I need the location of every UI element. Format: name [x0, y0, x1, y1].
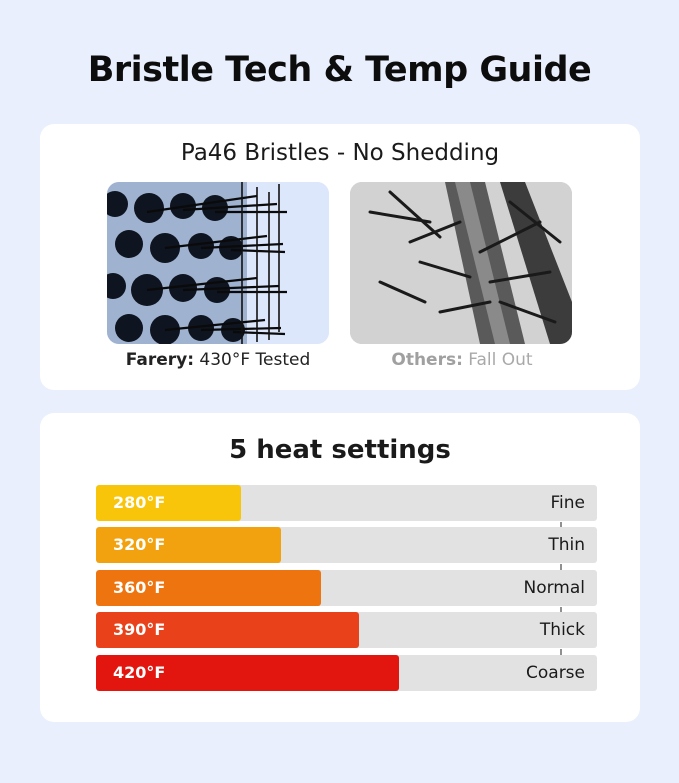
heat-setting-row [96, 655, 597, 691]
others-bristles-image [350, 182, 572, 344]
others-caption [342, 350, 582, 370]
farery-caption [98, 350, 338, 370]
heat-setting-row [96, 527, 597, 563]
others-brand: Others: [391, 350, 463, 370]
page-title: Bristle Tech & Temp Guide [87, 50, 592, 90]
farery-caption-text: 430°F Tested [194, 350, 311, 370]
bristles-heading: Pa46 Bristles - No Shedding [180, 140, 500, 166]
heat-card [40, 413, 640, 722]
heat-setting-row [96, 612, 597, 648]
heat-setting-row [96, 570, 597, 606]
farery-brand: Farery: [125, 350, 194, 370]
hair-type: Normal [523, 578, 585, 598]
hair-type: Fine [550, 493, 585, 513]
heat-temp: 390°F [113, 620, 166, 639]
heat-temp: 420°F [113, 663, 166, 682]
heat-temp: 320°F [113, 535, 166, 554]
heat-temp: 360°F [113, 578, 166, 597]
others-caption-text: Fall Out [462, 350, 533, 370]
heat-temp: 280°F [113, 493, 166, 512]
hair-type: Thick [539, 620, 585, 640]
heat-heading: 5 heat settings [229, 435, 451, 465]
bristles-card [40, 124, 640, 390]
heat-setting-row [96, 485, 597, 521]
farery-bristles-image [107, 182, 329, 344]
hair-type: Thin [548, 535, 585, 555]
hair-type: Coarse [526, 663, 585, 683]
